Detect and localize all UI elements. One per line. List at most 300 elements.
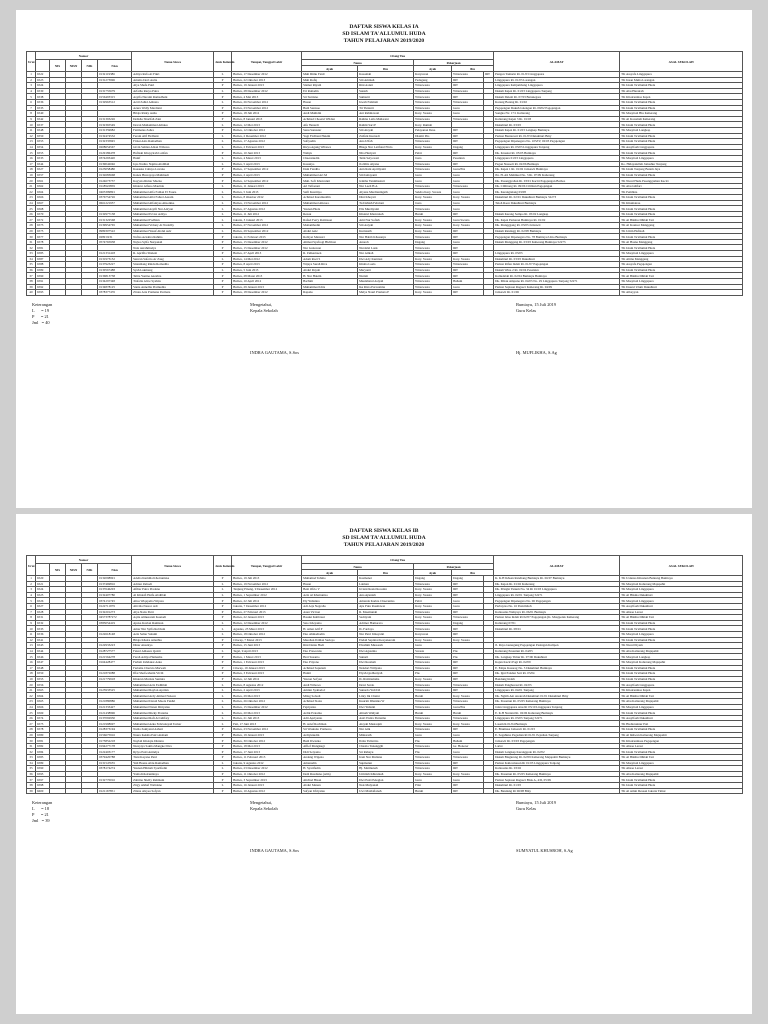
nisn-number-cell: 0125933525 bbox=[98, 687, 132, 693]
mother-job: Buham bbox=[452, 738, 484, 744]
nis-cell: 6521 bbox=[36, 581, 50, 587]
mother-name: Sunarda Yuli Dd bbox=[358, 687, 414, 693]
nis-cell: 6555 bbox=[36, 150, 50, 156]
father-name: Ari Taftazani bbox=[302, 183, 358, 189]
father-job: Wiraswasta bbox=[414, 116, 452, 122]
student-name: Muhammad Alfantyas Ahsonika bbox=[132, 200, 214, 206]
mother-name: Melya Nauri Pramata P bbox=[358, 290, 414, 296]
student-name: Zirgy Alshaf Walidane bbox=[132, 782, 214, 788]
gender: P bbox=[214, 749, 232, 755]
gender: P bbox=[214, 94, 232, 100]
student-name: Kanza Huwayaya Mahmudi bbox=[132, 172, 214, 178]
table-row bbox=[27, 788, 743, 794]
mother-job: Buruh bbox=[452, 710, 484, 716]
address: Dukuh Randugg Rt. 02/08 Bumiayu bbox=[494, 228, 620, 234]
header-pekerjaan-ibu: Ibu bbox=[452, 570, 494, 576]
address: Linggapura Rt. 03/03 Linggapura Tonjong bbox=[494, 144, 620, 150]
principal-title: Kepala Sekolah bbox=[250, 806, 278, 812]
father-job: Kary. Swasta bbox=[414, 592, 452, 598]
birth-place-date: Brebes, 29 September 2012 bbox=[232, 228, 302, 234]
gender: P bbox=[214, 245, 232, 251]
father-job: Seleba Kary. Swasta bbox=[414, 189, 452, 195]
previous-school: TK Al Bikhtu Dhilah Tari bbox=[620, 615, 743, 621]
header-nisn-number: Nisn bbox=[98, 564, 132, 576]
nisn-number-cell: 0132201273 bbox=[98, 609, 132, 615]
previous-school: TK Khoirunnisa Kajen bbox=[620, 687, 743, 693]
header-orang-tua: Orang Tua bbox=[302, 556, 494, 564]
student-name: Najwa Syifa Nuryanah bbox=[132, 239, 214, 245]
gender: L bbox=[214, 88, 232, 94]
mother-job: Kary. Swasta bbox=[452, 223, 484, 229]
father-name: Afu Yunardi bbox=[302, 122, 358, 128]
header-nama-siswa: Nama Siswa bbox=[132, 52, 214, 72]
birth-place-date: Brebes, 21 Juli 2013 bbox=[232, 715, 302, 721]
student-name: Ferani Alif Firdhani bbox=[132, 133, 214, 139]
birth-place-date: Tanjung Pinang, 9 Desember 2012 bbox=[232, 587, 302, 593]
nisn-number-cell: 0137646203 bbox=[98, 587, 132, 593]
student-name: Aqila Almuzarah Kouiadi bbox=[132, 615, 214, 621]
header-nama: Nama bbox=[302, 564, 414, 570]
previous-school: TK Islam Ta'allumul Huda bbox=[620, 83, 743, 89]
mother-job: Guru bbox=[452, 189, 484, 195]
mother-name: Dewi Sardo bbox=[358, 682, 414, 688]
address: Dk. Igni Pandan Sari Rt. 03/04 bbox=[494, 671, 620, 677]
nis-cell: 6575 bbox=[36, 228, 50, 234]
previous-school: TK Islam Ta'allumul Huda bbox=[620, 234, 743, 240]
row-number: 19 bbox=[27, 676, 36, 682]
mother-name: Kasmanei bbox=[358, 576, 414, 582]
father-job: Pns bbox=[414, 749, 452, 755]
previous-school: TK Khoirunnisa Kajen bbox=[620, 94, 743, 100]
student-table bbox=[26, 51, 743, 296]
previous-school: TK Ahsaa Larasi bbox=[620, 743, 743, 749]
mother-name: Irani Nur Maliana bbox=[358, 755, 414, 761]
student-name: Khairur Alfano Maulida bbox=[132, 183, 214, 189]
nis-cell: 6533 bbox=[36, 626, 50, 632]
previous-school: TK Al Karomah Kalierang bbox=[620, 116, 743, 122]
student-name: Talita Yonine Azzahra bbox=[132, 273, 214, 279]
address: Pamon Bantarsari Rt. 01/03 Dukuhturi Bmy bbox=[494, 133, 620, 139]
nis-cell: 6544 bbox=[36, 648, 50, 654]
birth-place-date: Jakarta, 11 Februari 2013 bbox=[232, 234, 302, 240]
nis-cell: 6526 bbox=[36, 598, 50, 604]
father-job: Pabri bbox=[414, 150, 452, 156]
row-number: 40 bbox=[27, 290, 36, 296]
student-name: Muhammad Albi Fahrel Azzam bbox=[132, 195, 214, 201]
nis-cell: 6575 bbox=[36, 721, 50, 727]
birth-place-date: Brebes, 19 Januari 2013 bbox=[232, 732, 302, 738]
row-number: 18 bbox=[27, 671, 36, 677]
gender: L bbox=[214, 587, 232, 593]
address: Kaliudalah Rt. 02/04 Bumiayu Bumiayu bbox=[494, 273, 620, 279]
previous-school: TK Masyitoh Linggapura bbox=[620, 760, 743, 766]
previous-school: TK Masyitoh Linggapura bbox=[620, 704, 743, 710]
nis-cell: 6524 bbox=[36, 83, 50, 89]
previous-school: TK Islam Ta'allumul Huda bbox=[620, 122, 743, 128]
birth-place-date: Brebes, 8 Januari 2013 bbox=[232, 116, 302, 122]
student-name: Tisni Kayana Putri bbox=[132, 755, 214, 761]
student-name: Zilana Alsyea Sofyan bbox=[132, 788, 214, 794]
row-number: 5 bbox=[27, 94, 36, 100]
nisn-number-cell: 0123058480 bbox=[98, 167, 132, 173]
student-name: Delisha Sharifah Zain bbox=[132, 116, 214, 122]
previous-school: TK Islam Ta'allumul Huda bbox=[620, 620, 743, 626]
header-alamat: ALAMAT bbox=[494, 556, 620, 576]
father-name: Muhamad Tohmo bbox=[302, 576, 358, 582]
student-name: Ziratu Aria Pramana Permata bbox=[132, 290, 214, 296]
title-line-2: SD ISLAM TA'ALLUMUL HUDA bbox=[342, 31, 426, 37]
gender: P bbox=[214, 172, 232, 178]
father-job: Wiraswasta bbox=[414, 206, 452, 212]
student-name: Azura Wally Mardiani bbox=[132, 105, 214, 111]
address: Dk. Pesantun Rt. 05/05 Kalierang Bumiayu bbox=[494, 699, 620, 705]
father-job: Wiraswasta bbox=[414, 659, 452, 665]
father-job: Dagang bbox=[414, 576, 452, 582]
address: Dk. Kajen Pemaran Bumiayu Rt. 01/02 bbox=[494, 217, 620, 223]
father-name: Eko Priyono bbox=[302, 659, 358, 665]
mother-name: Ibrita Yelisrtito bbox=[358, 738, 414, 744]
address: Dukuhturi Rt. 03/03 bbox=[494, 122, 620, 128]
gender: P bbox=[214, 239, 232, 245]
nis-cell: 6524 bbox=[36, 587, 50, 593]
student-name: R. Apriftia Shaleni bbox=[132, 251, 214, 257]
mother-name: Kasomah bbox=[358, 72, 414, 78]
nisn-number-cell: 0374293420 bbox=[98, 155, 132, 161]
mother-name: Dwi Putri Pelegian bbox=[358, 777, 414, 783]
nisn-cell bbox=[50, 290, 66, 296]
nisn-number-cell: 0124673737 bbox=[98, 178, 132, 184]
title-line-3: TAHUN PELAJARAN 2019/2020 bbox=[343, 542, 425, 548]
student-name: Adrian Zuhodi bbox=[132, 581, 214, 587]
student-name: Muhammad Vrdany Al Nadalby bbox=[132, 223, 214, 229]
gender: L bbox=[214, 256, 232, 262]
student-name: Zahrina Shelly Rahmani bbox=[132, 777, 214, 783]
birth-place-date: Jakarta, 9 Agustus 2012 bbox=[232, 760, 302, 766]
nis-cell: 6547 bbox=[36, 659, 50, 665]
mother-job: IRT bbox=[452, 94, 484, 100]
address: Linggapura Rt. 03/03 bbox=[494, 251, 620, 257]
birth-place-date: Pati, 17 Juni 2013 bbox=[232, 721, 302, 727]
address: Kaliosalas Rt. 03/02 bbox=[494, 766, 620, 772]
mother-job: IRT bbox=[452, 626, 484, 632]
birth-place-date: Cilacap, 7 Maret 2013 bbox=[232, 637, 302, 643]
nisn-number-cell: 0122403177 bbox=[98, 749, 132, 755]
previous-school: TK Al Hikma Dukuhturi bbox=[620, 592, 743, 598]
father-job: Wiraswasta bbox=[414, 581, 452, 587]
mother-job: IRT bbox=[452, 587, 484, 593]
nisn-number-cell: 0131322568 bbox=[98, 217, 132, 223]
father-job: Wiraswasta bbox=[414, 699, 452, 705]
nis-cell: 6591 bbox=[36, 278, 50, 284]
nis-cell: 6536 bbox=[36, 631, 50, 637]
student-table bbox=[26, 555, 743, 794]
father-name: Muh. Sofi Khoirunni bbox=[302, 178, 358, 184]
mother-name: Astri Endra Purnama bbox=[358, 715, 414, 721]
gender: P bbox=[214, 771, 232, 777]
mother-job: Wiraswasta bbox=[452, 99, 484, 105]
gender: L bbox=[214, 144, 232, 150]
birth-place-date: Brebes, 18 Juli 2012 bbox=[232, 111, 302, 117]
gender: L bbox=[214, 592, 232, 598]
row-number: 7 bbox=[27, 105, 36, 111]
row-number: 37 bbox=[27, 273, 36, 279]
nis-cell: 6589 bbox=[36, 760, 50, 766]
previous-school: TK Umm Hafizah bbox=[620, 228, 743, 234]
gender: L bbox=[214, 693, 232, 699]
mother-job: Guru bbox=[452, 777, 484, 783]
address: Jatisawit Rt. 03/03 Pagojengan bbox=[494, 738, 620, 744]
nis-cell: 6572 bbox=[36, 217, 50, 223]
mother-name: Nur Putri Irmayanti bbox=[358, 631, 414, 637]
mother-job: IRT bbox=[452, 766, 484, 772]
birth-place-date: Brebes, 8 Oktober 2012 bbox=[232, 195, 302, 201]
father-job: Wiraswasta bbox=[414, 682, 452, 688]
mother-name: Ana Ulfah bbox=[358, 139, 414, 145]
mother-job: Guru/Pns bbox=[452, 704, 484, 710]
previous-school: TK Masyitoh Hiu Kalierang bbox=[620, 111, 743, 117]
nisn-number-cell: 0121998697 bbox=[98, 721, 132, 727]
father-job: Kary. Swasta bbox=[414, 217, 452, 223]
nisn-number-cell: 0383054419 bbox=[98, 620, 132, 626]
header-nisn: NISN bbox=[66, 60, 82, 72]
nis-cell: 6565 bbox=[36, 699, 50, 705]
student-name: Muhammad Alfa Fathan El Fauza bbox=[132, 189, 214, 195]
father-name: Muh Dimu Fanil bbox=[302, 72, 358, 78]
row-number: 17 bbox=[27, 161, 36, 167]
birth-place-date: Brebes, 22 Januari 2013 bbox=[232, 615, 302, 621]
father-job: Wiraswasta bbox=[414, 760, 452, 766]
row-number: 39 bbox=[27, 284, 36, 290]
address: Linggapura 01/03 Linggapura bbox=[494, 155, 620, 161]
mother-name: Sri Rahayu bbox=[358, 749, 414, 755]
student-name: Alivdia Nasror Adi bbox=[132, 603, 214, 609]
table-row bbox=[27, 603, 743, 609]
father-job: Buruh bbox=[414, 693, 452, 699]
previous-school: TK Khumairaa bbox=[620, 200, 743, 206]
header-orang-tua: Orang Tua bbox=[302, 52, 494, 60]
previous-school: TK Islam Ta'allumul Huda bbox=[620, 637, 743, 643]
father-job: Wiraswasta bbox=[414, 766, 452, 772]
gender: P bbox=[214, 116, 232, 122]
row-number: 21 bbox=[27, 687, 36, 693]
mother-name: Tu Dahlah Febriani bbox=[358, 200, 414, 206]
mother-name: Siti Aisyah bbox=[358, 127, 414, 133]
birth-place-date: Brebes, 22 Juli 2012 bbox=[232, 598, 302, 604]
address: Dk. Mitak Ampuna Rt. 04/03 No. 29 Linggapura Tonjong 52271 bbox=[494, 278, 620, 284]
mother-name: Ami Nur Sofiah bbox=[358, 217, 414, 223]
nisn-number-cell: 0137923227 bbox=[98, 262, 132, 268]
nis-cell: 6540 bbox=[36, 111, 50, 117]
mother-job: IRT bbox=[452, 245, 484, 251]
father-name: Muhammad Idris bbox=[302, 284, 358, 290]
address: Dk. Pasanggrahan Rt. 03/01 Kaciri Pagojengan Barbos bbox=[494, 178, 620, 184]
row-number: 34 bbox=[27, 760, 36, 766]
nis-cell: 6580 bbox=[36, 732, 50, 738]
birth-place-date: Brebes, 17 Desember 2012 bbox=[232, 72, 302, 78]
student-name: Muhammad Daroh Maola Fakhri bbox=[132, 699, 214, 705]
father-name: Budi Dwianto bbox=[302, 738, 358, 744]
nisn-number-cell: 0403399891 bbox=[98, 189, 132, 195]
mother-name: Dwi Ady Kurniasi bbox=[358, 256, 414, 262]
row-number: 1 bbox=[27, 576, 36, 582]
row-number: 18 bbox=[27, 167, 36, 173]
address: E. Brumusa Jatisawit Rt. 01/03 bbox=[494, 727, 620, 733]
mother-job: IRT bbox=[452, 127, 484, 133]
row-number: 27 bbox=[27, 721, 36, 727]
gender: L bbox=[214, 581, 232, 587]
summary-total: Jml = 40 bbox=[32, 319, 50, 325]
father-job: Wiraswasta bbox=[414, 284, 452, 290]
row-number: 3 bbox=[27, 83, 36, 89]
nis-cell: 6593 bbox=[36, 290, 50, 296]
header-nis: NIS bbox=[50, 564, 66, 576]
birth-place-date: Brebes, 15 Desember 2012 bbox=[232, 704, 302, 710]
father-job: Wiraswasta bbox=[414, 626, 452, 632]
student-name: Naura Keisha Putri Aisham bbox=[132, 732, 214, 738]
row-number: 37 bbox=[27, 777, 36, 783]
birth-place-date: Brebes, 12 September 2012 bbox=[232, 178, 302, 184]
student-name: Hafizah Khoyyirah Latifan bbox=[132, 150, 214, 156]
nisn-number-cell: 0134878125 bbox=[98, 284, 132, 290]
father-job: Kary. Swasta bbox=[414, 721, 452, 727]
birth-place-date: Brebes, 17 Juni 2013 bbox=[232, 749, 302, 755]
nis-cell: 6581 bbox=[36, 738, 50, 744]
student-name: Nadia Zakiyatul Azhari bbox=[132, 727, 214, 733]
student-name: Adelia Kumiha Khoirunnisa bbox=[132, 576, 214, 582]
previous-school: TK Masyitoh Langkap bbox=[620, 127, 743, 133]
father-name: Amnin Syahada I bbox=[302, 687, 358, 693]
nis-cell: 6554 bbox=[36, 144, 50, 150]
address: Dk. Krasnut Rt. 05/05 Bumiayu bbox=[494, 150, 620, 156]
mother-name: Alyana Mardianingsih bbox=[358, 189, 414, 195]
row-number: 38 bbox=[27, 782, 36, 788]
birth-place-date: Brebes, 2 April 2013 bbox=[232, 687, 302, 693]
gender: P bbox=[214, 609, 232, 615]
mother-name: Ani Rahmawati bbox=[358, 111, 414, 117]
gender: L bbox=[214, 687, 232, 693]
title-line-1: DAFTAR SISWA KELAS IB bbox=[349, 528, 419, 534]
gender: P bbox=[214, 150, 232, 156]
header-ibu: Ibu bbox=[358, 570, 414, 576]
father-job: Wiraswasta bbox=[414, 665, 452, 671]
mother-job: Wiraswasta bbox=[452, 715, 484, 721]
gender: L bbox=[214, 122, 232, 128]
address: Pagojengan Dukuh Gitengan Rt. 09/02 Pagojengan bbox=[494, 105, 620, 111]
mother-name: Kuurim Dhanika W bbox=[358, 699, 414, 705]
nik-cell bbox=[66, 788, 82, 794]
nis-cell: 6569 bbox=[36, 710, 50, 716]
nisn-number-cell: 0156493315 bbox=[98, 94, 132, 100]
mother-name: Maulahatul Asiyah bbox=[358, 278, 414, 284]
principal-acknowledge: Mengetahui, bbox=[250, 301, 273, 307]
gender: L bbox=[214, 782, 232, 788]
address: Kalierang 07/01 bbox=[494, 620, 620, 626]
father-name: Nur Gunawan bbox=[302, 245, 358, 251]
mother-name: Siti Asiyah bbox=[358, 223, 414, 229]
mother-job: Kary. Swasta bbox=[452, 693, 484, 699]
sign-date: Bumiayu, 15 Juli 2019 bbox=[516, 301, 557, 307]
nisn-number-cell: 0131755679 bbox=[98, 88, 132, 94]
student-name: Ryiya Putri Anindya bbox=[132, 749, 214, 755]
previous-school: TK Islam Ta'allumul Huda bbox=[620, 671, 743, 677]
row-number: 6 bbox=[27, 603, 36, 609]
gender: P bbox=[214, 576, 232, 582]
mother-job: Guru Swasta bbox=[452, 217, 484, 223]
father-name: Eko Ahmadiadin bbox=[302, 631, 358, 637]
father-name: H. Arief Rachman bbox=[302, 721, 358, 727]
father-job: Wiraswasta bbox=[414, 245, 452, 251]
gender: P bbox=[214, 178, 232, 184]
mother-job: Wiraswasta bbox=[452, 755, 484, 761]
address: Pangon Tamarin Rt. 01/03 Linggapura bbox=[494, 72, 620, 78]
student-name: Ayoka Kavian Ramizan bbox=[132, 620, 214, 626]
student-name: Asyifa Nuraini Ramadhani bbox=[132, 94, 214, 100]
mother-job: Wiraswasta bbox=[452, 88, 484, 94]
sign-date: Bumiayu, 15 Juli 2019 bbox=[516, 800, 557, 806]
nis-cell: 6561 bbox=[36, 178, 50, 184]
mother-job: IRT bbox=[452, 782, 484, 788]
mother-name: Linty Ini Chaini bbox=[358, 693, 414, 699]
gender: L bbox=[214, 139, 232, 145]
mother-name: Irviani Reski Rosanin bbox=[358, 587, 414, 593]
address: Linggapura Kalijambang Linggapura bbox=[494, 83, 620, 89]
student-name: Nala Azrahmadya bbox=[132, 245, 214, 251]
gender: P bbox=[214, 637, 232, 643]
father-job: Guru bbox=[414, 172, 452, 178]
father-job: Jasra bbox=[414, 155, 452, 161]
mother-job: Wiraswasta bbox=[452, 699, 484, 705]
birth-place-date: Jakarta, 3 Januari 2013 bbox=[232, 217, 302, 223]
father-name: Slamet Riyadi bbox=[302, 83, 358, 89]
header-asal-sekolah: ASAL SEKOLAH bbox=[620, 52, 743, 72]
header-ayah: Ayah bbox=[302, 66, 358, 72]
student-name: Muhammad Raylan Aprilan bbox=[132, 687, 214, 693]
nisn-number-cell: 0378174274 bbox=[98, 766, 132, 772]
summary-female: P = 21 bbox=[32, 812, 49, 818]
previous-school: TK Abu Ghifari bbox=[620, 183, 743, 189]
table-row bbox=[27, 290, 743, 296]
birth-place-date: Brebes, 10 Juni 2013 bbox=[232, 150, 302, 156]
gender: L bbox=[214, 200, 232, 206]
father-job: Diatmi Pns bbox=[414, 133, 452, 139]
previous-school: TK Islam Ta'allumul Huda bbox=[620, 676, 743, 682]
student-name: Muhammad Rafi Al Ghifary bbox=[132, 715, 214, 721]
father-name: Achmad Siatre bbox=[302, 699, 358, 705]
birth-place-date: Brebes, 18 Desember 2012 bbox=[232, 290, 302, 296]
mother-job: Guru bbox=[452, 732, 484, 738]
nis-cell: 6557 bbox=[36, 172, 50, 178]
nis-cell: 6592 bbox=[36, 284, 50, 290]
mother-job: IRT bbox=[452, 150, 484, 156]
student-name: Alisa Wiqayelia Wiyeza bbox=[132, 598, 214, 604]
nisn-number-cell: 0134297348 bbox=[98, 278, 132, 284]
gender: P bbox=[214, 278, 232, 284]
father-name: Wijaya Surah Riva bbox=[302, 262, 358, 268]
table-row bbox=[27, 715, 743, 721]
father-name: Yusnan Huda bbox=[302, 206, 358, 212]
row-number: 35 bbox=[27, 262, 36, 268]
mother-name: Urmilah Khiruniah bbox=[358, 771, 414, 777]
summary-male: L = 18 bbox=[32, 806, 50, 812]
previous-school: TK Islam Ta'allumul Huda bbox=[620, 245, 743, 251]
header-nisn: NISN bbox=[66, 564, 82, 576]
gender: L bbox=[214, 760, 232, 766]
birth-place-date: Brebes, 2 April 2013 bbox=[232, 172, 302, 178]
gender: P bbox=[214, 111, 232, 117]
father-job: Guru bbox=[414, 178, 452, 184]
gender: L bbox=[214, 715, 232, 721]
nis-cell: 6566 bbox=[36, 195, 50, 201]
